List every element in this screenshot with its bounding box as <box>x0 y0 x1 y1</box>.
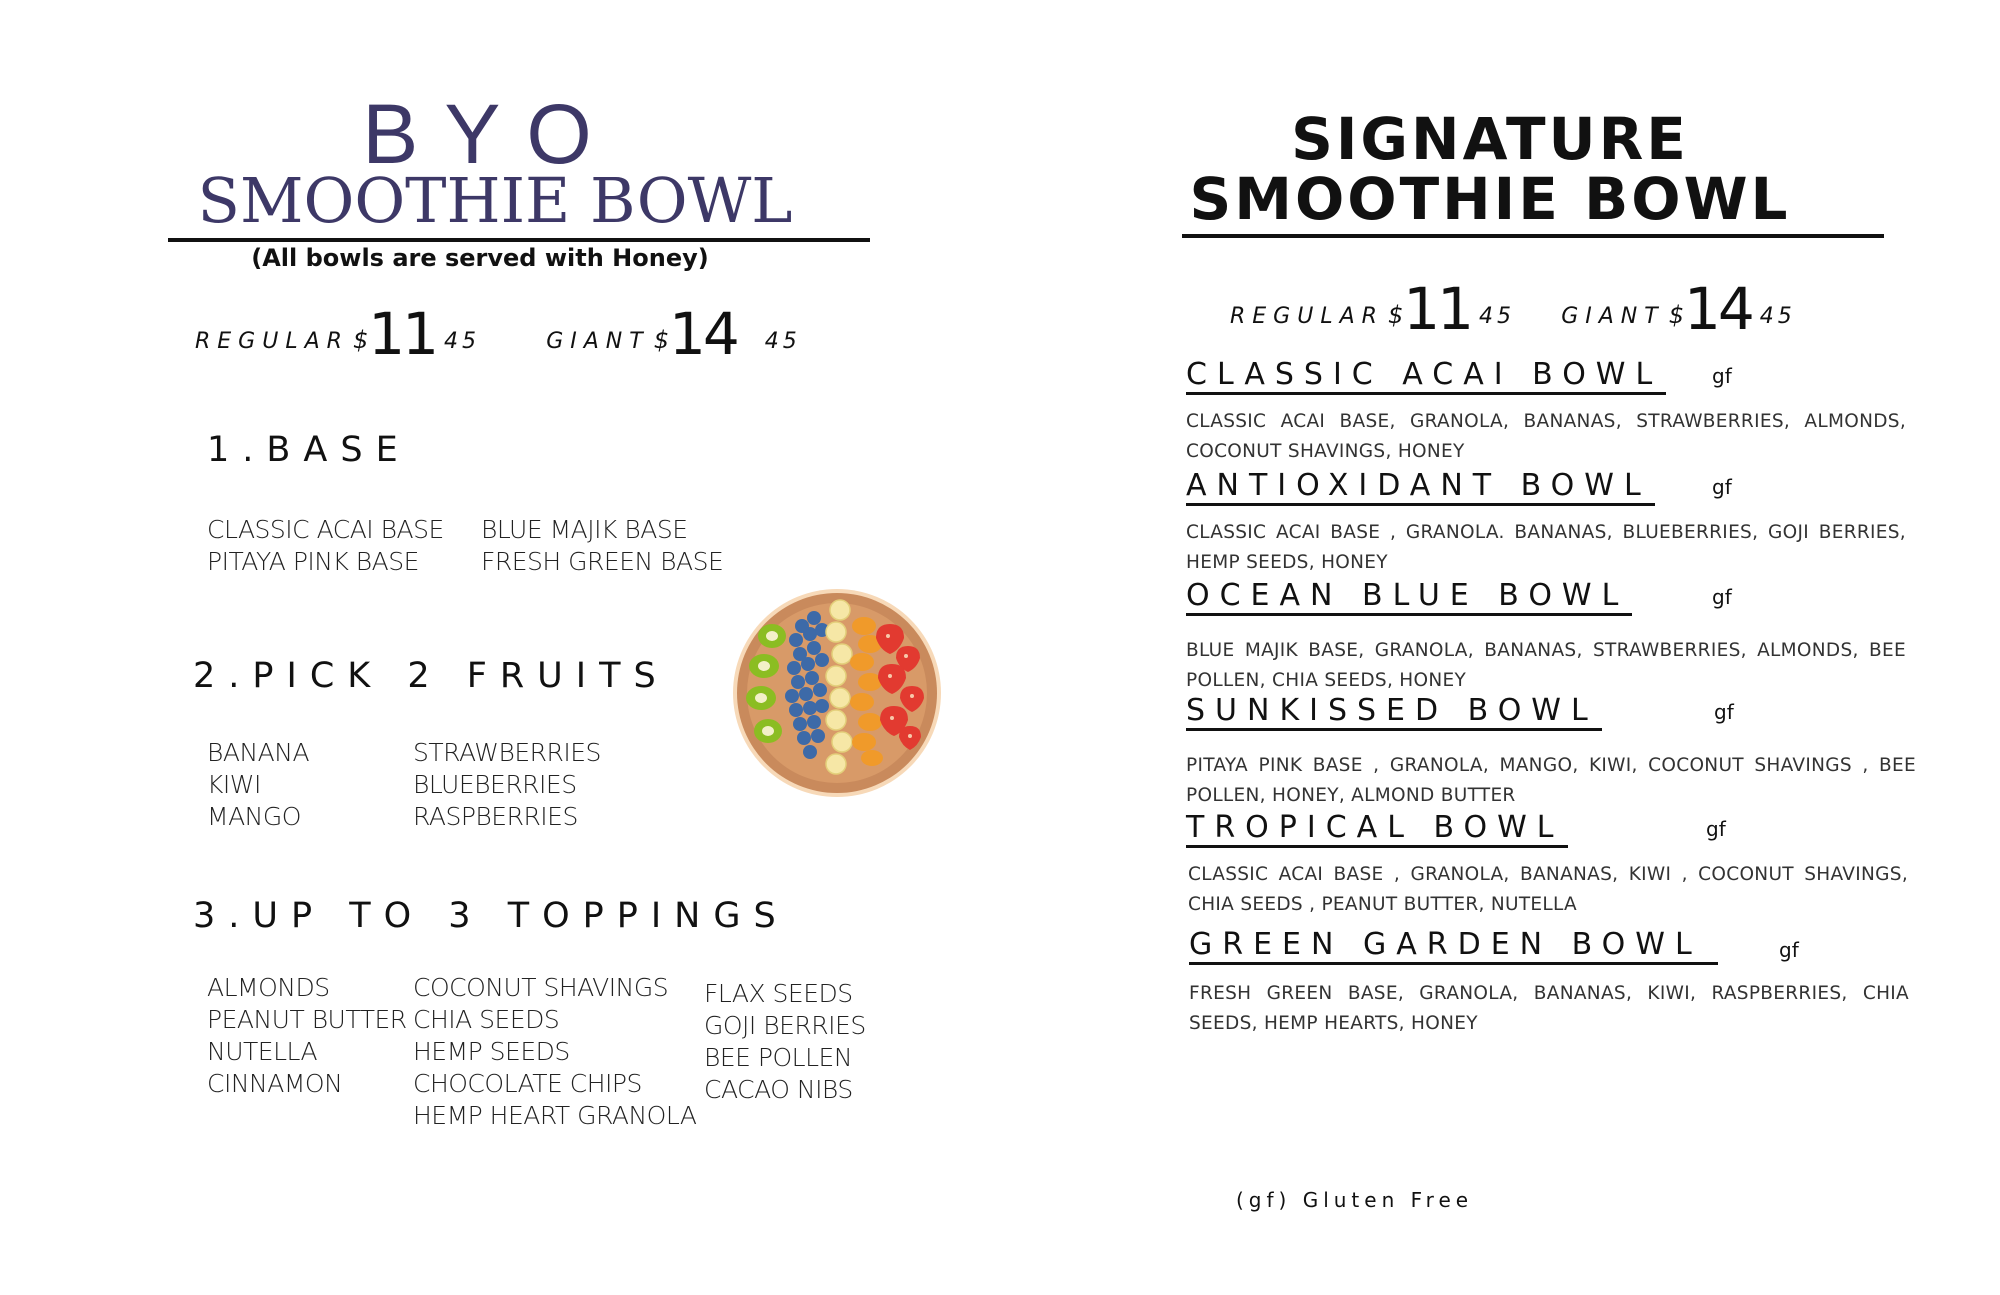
menu-item-sunkissed-bowl <box>1186 693 1916 811</box>
menu-item-ocean-blue-bowl <box>1186 579 1906 696</box>
list-item: NUTELLA <box>207 1037 318 1066</box>
smoothie-bowl-icon <box>730 586 945 801</box>
base-list-2 <box>481 514 723 578</box>
menu-item-tropical-bowl <box>1186 811 1906 920</box>
list-item: KIWI <box>207 770 261 799</box>
list-item: COCONUT SHAVINGS <box>413 973 669 1002</box>
bowl-name: ANTIOXIDANT BOWL <box>1186 469 1655 506</box>
byo-subtitle: SMOOTHIE BOWL <box>197 164 793 237</box>
list-item: RASPBERRIES <box>413 802 578 831</box>
regular-price-cents: 45 <box>444 329 481 354</box>
fruits-list-2 <box>413 737 601 833</box>
gluten-free-tag: gf <box>1706 817 1726 841</box>
menu-item-antioxidant-bowl <box>1186 469 1906 578</box>
regular-label: REGULAR <box>1230 304 1384 329</box>
signature-subtitle: SMOOTHIE BOWL <box>1189 165 1791 233</box>
byo-honey-note: (All bowls are served with Honey) <box>251 244 709 272</box>
list-item: FLAX SEEDS <box>704 979 853 1008</box>
fruits-heading: 2.PICK 2 FRUITS <box>193 656 669 696</box>
bowl-description: FRESH GREEN BASE, GRANOLA, BANANAS, KIWI, RASPBERRIES, CHIA SEEDS, HEMP HEARTS, HONEY <box>1189 983 1909 1034</box>
menu-item-classic-acai-bowl <box>1186 358 1906 467</box>
giant-price-whole: 14 <box>668 300 737 368</box>
toppings-list-3 <box>704 978 866 1106</box>
list-item: CHIA SEEDS <box>413 1005 560 1034</box>
list-item: CHOCOLATE CHIPS <box>413 1069 642 1098</box>
list-item: BLUEBERRIES <box>413 770 577 799</box>
list-item: GOJI BERRIES <box>704 1011 866 1040</box>
regular-dollar: $ <box>1387 301 1404 329</box>
bowl-description: CLASSIC ACAI BASE , GRANOLA. BANANAS, BLUEBERRIES, GOJI BERRIES, HEMP SEEDS, HONEY <box>1186 522 1906 573</box>
giant-price-cents: 45 <box>764 329 801 354</box>
list-item: BLUE MAJIK BASE <box>481 515 688 544</box>
giant-dollar: $ <box>1668 301 1684 329</box>
bowl-description: PITAYA PINK BASE , GRANOLA, MANGO, KIWI, COCONUT SHAVINGS , BEE POLLEN, HONEY, ALMOND BUTTER <box>1186 755 1916 806</box>
regular-price-cents: 45 <box>1479 304 1516 329</box>
bowl-name: OCEAN BLUE BOWL <box>1186 579 1632 616</box>
list-item: STRAWBERRIES <box>413 738 601 767</box>
menu-item-green-garden-bowl <box>1189 928 1909 1039</box>
giant-price-whole: 14 <box>1683 275 1752 343</box>
bowl-name: SUNKISSED BOWL <box>1186 694 1602 731</box>
bowl-name: TROPICAL BOWL <box>1186 811 1568 848</box>
list-item: HEMP HEART GRANOLA <box>413 1101 697 1130</box>
list-item: PITAYA PINK BASE <box>207 547 419 576</box>
giant-price-cents: 45 <box>1759 304 1796 329</box>
regular-label: REGULAR <box>195 329 349 354</box>
giant-label: GIANT <box>546 329 650 354</box>
list-item: BANANA <box>207 738 310 767</box>
gluten-free-tag: gf <box>1712 585 1732 609</box>
list-item: MANGO <box>207 802 301 831</box>
toppings-list-1 <box>207 972 407 1100</box>
bowl-name: CLASSIC ACAI BOWL <box>1186 358 1666 395</box>
regular-price-whole: 11 <box>368 300 437 368</box>
list-item: ALMONDS <box>207 973 330 1002</box>
list-item: CINNAMON <box>207 1069 343 1098</box>
bowl-description: CLASSIC ACAI BASE , GRANOLA, BANANAS, KIWI , COCONUT SHAVINGS, CHIA SEEDS , PEANUT BUTTER, NUTELLA <box>1188 864 1908 915</box>
signature-price-row <box>1230 275 1796 343</box>
fruits-list-1 <box>207 737 309 833</box>
gluten-free-tag: gf <box>1714 700 1734 724</box>
list-item: HEMP SEEDS <box>413 1037 570 1066</box>
list-item: PEANUT BUTTER <box>207 1005 407 1034</box>
list-item: CACAO NIBS <box>704 1075 853 1104</box>
byo-title: BYO <box>362 87 618 181</box>
base-heading: 1.BASE <box>207 430 411 470</box>
bowl-name: GREEN GARDEN BOWL <box>1189 928 1718 965</box>
base-list-1 <box>207 514 444 578</box>
giant-dollar: $ <box>653 326 669 354</box>
toppings-list-2 <box>413 972 696 1132</box>
gluten-free-tag: gf <box>1779 938 1799 962</box>
list-item: BEE POLLEN <box>704 1043 853 1072</box>
gluten-free-tag: gf <box>1712 475 1732 499</box>
giant-label: GIANT <box>1561 304 1665 329</box>
byo-divider <box>168 238 870 242</box>
bowl-description: BLUE MAJIK BASE, GRANOLA, BANANAS, STRAWBERRIES, ALMONDS, BEE POLLEN, CHIA SEEDS, HONEY <box>1186 640 1906 691</box>
toppings-heading: 3.UP TO 3 TOPPINGS <box>193 896 789 936</box>
bowl-description: CLASSIC ACAI BASE, GRANOLA, BANANAS, STRAWBERRIES, ALMONDS, COCONUT SHAVINGS, HONEY <box>1186 411 1906 462</box>
gluten-free-legend: (gf) Gluten Free <box>1236 1188 1474 1212</box>
regular-price-whole: 11 <box>1403 275 1472 343</box>
gluten-free-tag: gf <box>1712 364 1732 388</box>
signature-title: SIGNATURE <box>1291 105 1689 173</box>
list-item: FRESH GREEN BASE <box>481 547 724 576</box>
list-item: CLASSIC ACAI BASE <box>207 515 444 544</box>
byo-price-row <box>195 300 801 368</box>
signature-divider <box>1182 234 1884 238</box>
regular-dollar: $ <box>352 326 369 354</box>
